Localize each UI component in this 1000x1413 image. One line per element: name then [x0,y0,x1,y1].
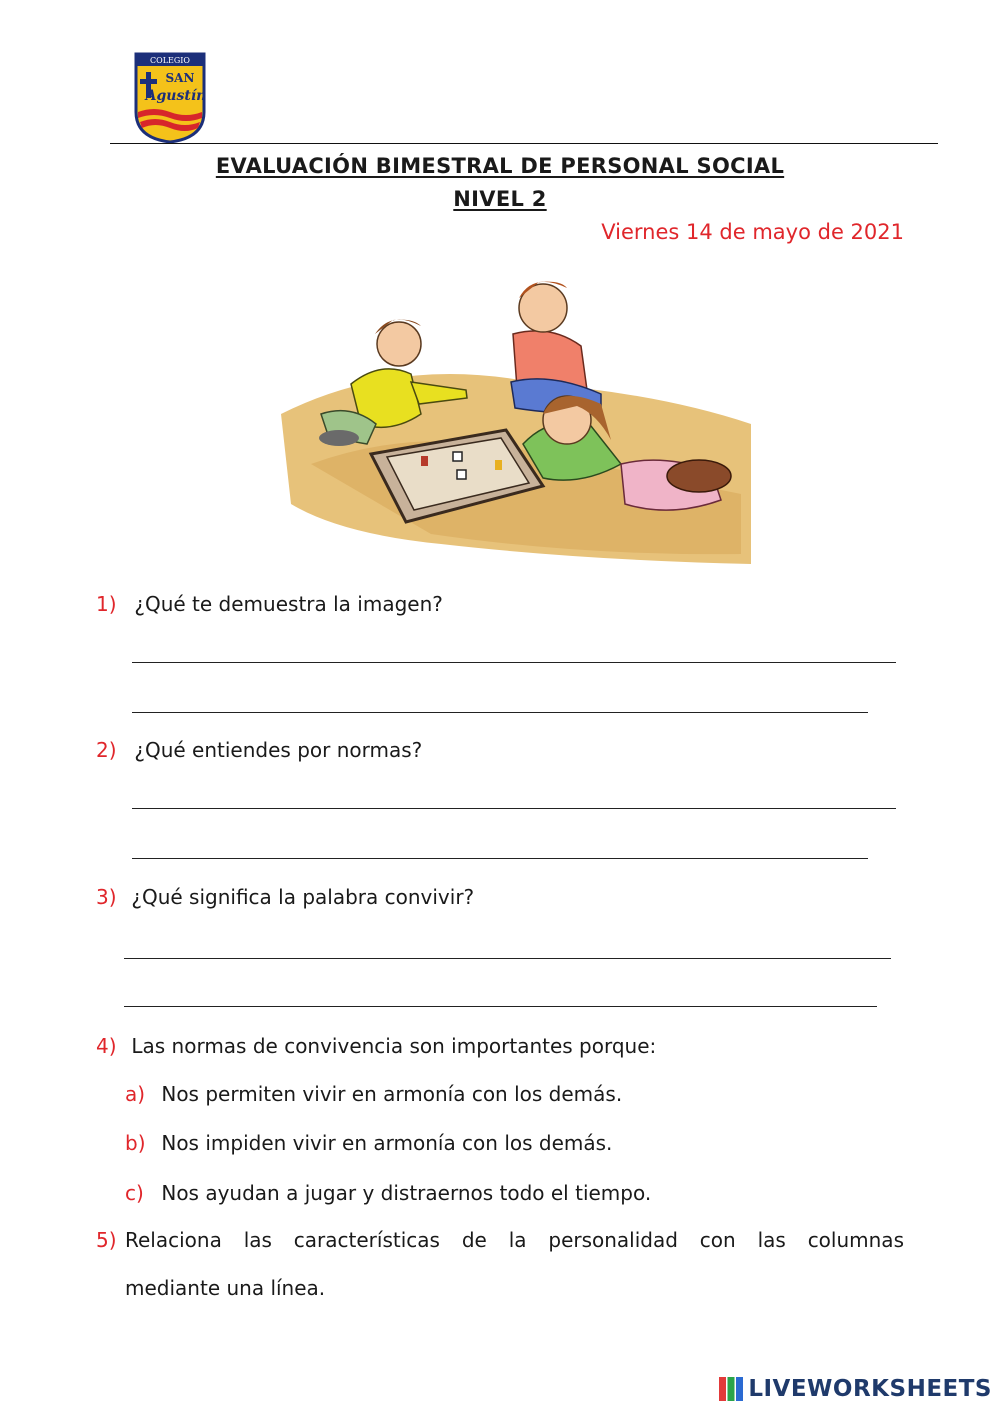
crest-name-line2: Agustín [145,88,207,104]
option-c-letter: c) [125,1181,144,1205]
option-a-letter: a) [125,1082,146,1106]
question-2-text: ¿Qué entiendes por normas? [134,738,423,762]
level-title: NIVEL 2 [453,187,547,211]
question-5 [96,1228,904,1300]
option-c-text: Nos ayudan a jugar y distraernos todo el tiempo. [161,1181,652,1205]
children-board-game-illustration [281,264,751,568]
header-divider [110,143,938,144]
liveworksheets-brand[interactable] [718,1376,992,1402]
option-b-text: Nos impiden vivir en armonía con los demás. [161,1131,613,1155]
answer-line[interactable] [132,662,896,663]
liveworksheets-brand-text: LIVEWORKSHEETS [748,1376,992,1402]
answer-line[interactable] [124,958,891,959]
question-3-number: 3) [96,885,117,909]
answer-line[interactable] [132,858,868,859]
answer-line[interactable] [132,808,896,809]
liveworksheets-logo-icon [718,1376,744,1402]
question-4-number: 4) [96,1034,117,1058]
question-4 [96,1034,656,1058]
option-c[interactable] [125,1181,651,1205]
option-a-text: Nos permiten vivir en armonía con los demás. [161,1082,623,1106]
question-1 [96,592,443,616]
question-1-number: 1) [96,592,117,616]
question-4-text: Las normas de convivencia son importantes porque: [131,1034,657,1058]
answer-line[interactable] [124,1006,877,1007]
question-5-text-line2: mediante una línea. [125,1276,326,1300]
crest-top-text: COLEGIO [150,56,190,65]
question-2 [96,738,422,762]
option-a[interactable] [125,1082,622,1106]
question-3-text: ¿Qué significa la palabra convivir? [131,885,475,909]
page-title: EVALUACIÓN BIMESTRAL DE PERSONAL SOCIAL [215,154,785,178]
answer-line[interactable] [132,712,868,713]
crest-name-line1: SAN [165,71,195,85]
school-crest-logo [132,52,208,144]
exam-date: Viernes 14 de mayo de 2021 [601,220,904,244]
option-b-letter: b) [125,1131,146,1155]
question-5-text-line1: Relaciona las características de la personalidad con las columnas [125,1228,904,1252]
question-1-text: ¿Qué te demuestra la imagen? [134,592,443,616]
question-5-number: 5) [96,1228,117,1252]
question-2-number: 2) [96,738,117,762]
option-b[interactable] [125,1131,612,1155]
question-3 [96,885,474,909]
